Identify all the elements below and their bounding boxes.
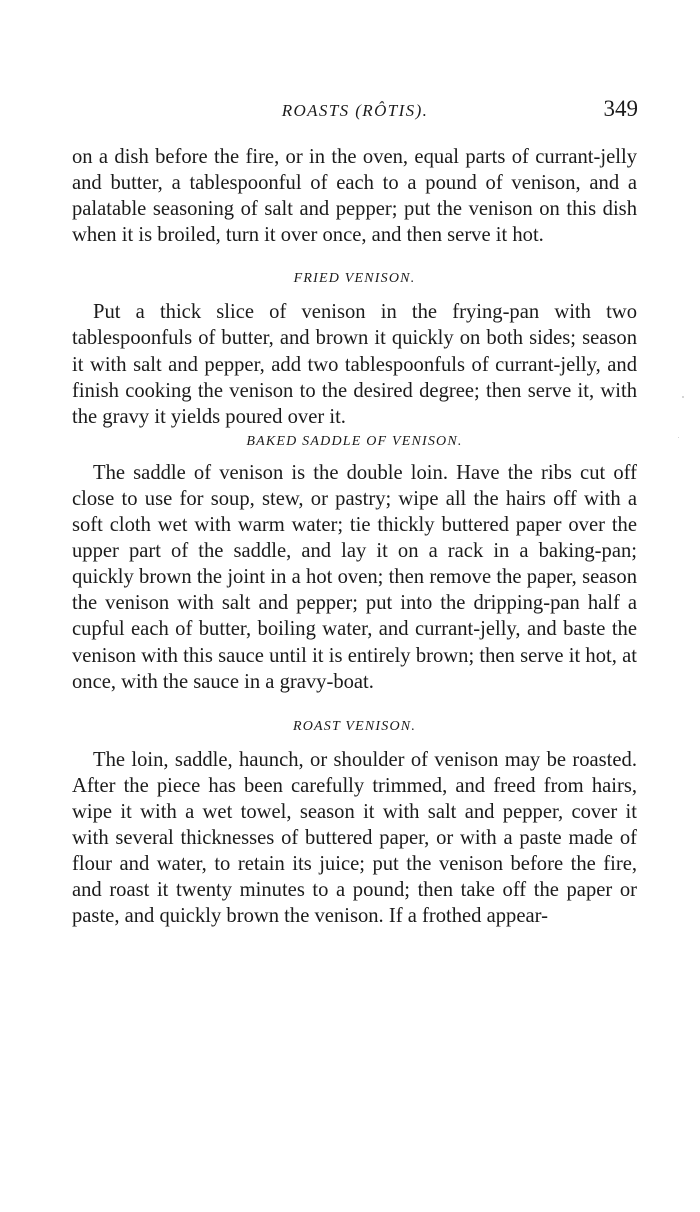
paper-speck — [678, 437, 679, 438]
roast-venison-paragraph: The loin, saddle, haunch, or shoulder of venison may be roasted. After the piece has been carefully trimmed, and freed from hairs, wipe it with a wet towel, season it with salt and pepper, cover it with several thicknesses of buttered paper, or with a paste made of flour and water, to retain its juice; put the venison before the fire, and roast it twenty minutes to a pound; then take off the paper or paste, and quickly brown the venison. If a frothed appear- — [72, 748, 637, 928]
roast-venison-heading: ROAST VENISON. — [292, 718, 417, 734]
running-title: ROASTS (RÔTIS). — [281, 101, 429, 120]
baked-saddle-heading: BAKED SADDLE OF VENISON. — [246, 433, 463, 449]
continued-paragraph: on a dish before the fire, or in the oven, equal parts of currant-jelly and butter, a tablespoonful of each to a pound of venison, and a palatable seasoning of salt and pepper; put the venison on this dish when it is broiled, turn it over once, and then serve it hot. — [72, 146, 637, 247]
page-number: 349 — [603, 96, 638, 121]
baked-saddle-paragraph: The saddle of venison is the double loin. Have the ribs cut off close to use for soup, stew, or pastry; wipe all the hairs off with a soft cloth wet with warm water; tie thickly buttered paper over the upper part of the saddle, and lay it on a rack in a baking-pan; quickly brown the joint in a hot oven; then remove the paper, season the venison with salt and pepper; put into the dripping-pan half a cupful each of butter, boiling water, and currant-jelly, and baste the venison with this sauce until it is entirely brown; then serve it hot, at once, with the sauce in a gravy-boat. — [72, 461, 637, 693]
paper-speck — [682, 396, 684, 398]
fried-venison-paragraph: Put a thick slice of venison in the frying-pan with two tablespoonfuls of butter, and brown it quickly on both sides; season it with salt and pepper, add two tablespoonfuls of currant-jelly, and finish cooking the venison to the desired degree; then serve it, with the gravy it yields poured over it. — [72, 301, 637, 428]
running-head — [72, 96, 638, 128]
fried-venison-heading: FRIED VENISON. — [293, 271, 416, 287]
page-text — [72, 144, 637, 929]
